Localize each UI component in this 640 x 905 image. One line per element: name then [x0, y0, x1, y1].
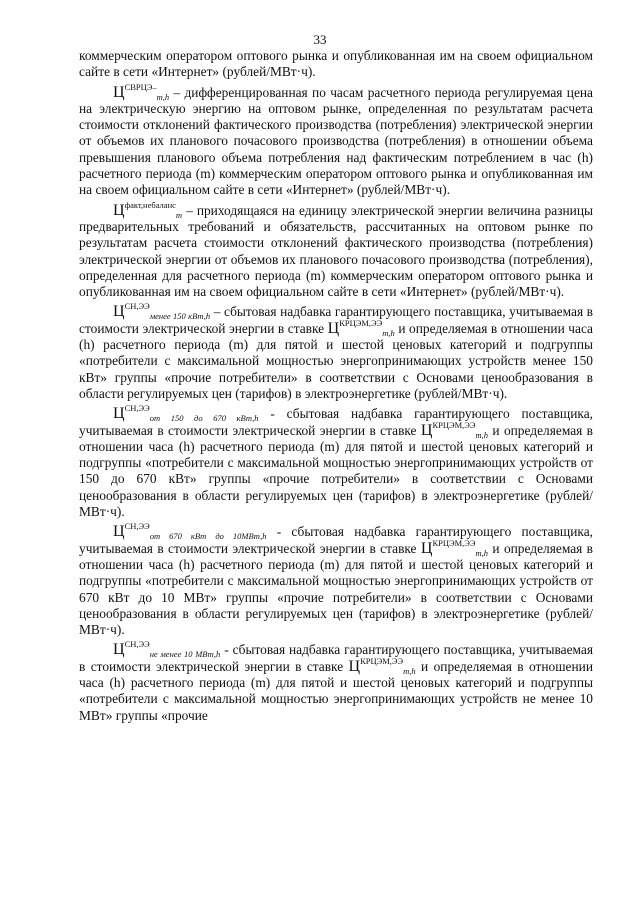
definition-text: - сбытовая надбавка гарантирующего поставщика, учитываемая в стоимости электрической энергии в ставке: [79, 524, 593, 556]
definition-text: – сбытовая надбавка гарантирующего поставщика, учитываемая в стоимости электрической энергии в ставке: [79, 304, 593, 336]
document-body: [79, 48, 593, 728]
inline-formula-symbol: $Ц^{КРЦЭМ,ЭЭ}_{m,h}$: [348, 655, 416, 676]
definition-text-continued: и определяемая в отношении часа (h) расчетного периода (m) для пятой и шестой ценовых категорий и подгруппы «потребители с максимальной мощностью энергопринимающих устройств от 670 кВт до 10 МВт» группы «прочие потребители» в соответствии с Основами ценообразования в области регулируемых цен (тарифов) в электроэнергетике (рублей/МВт·ч).: [79, 540, 593, 638]
inline-formula-symbol: $Ц^{КРЦЭМ,ЭЭ}_{m,h}$: [420, 419, 489, 440]
definition-text: - сбытовая надбавка гарантирующего поставщика, учитываемая в стоимости электрической энергии в ставке: [79, 642, 593, 674]
inline-formula-symbol: $Ц^{КРЦЭМ,ЭЭ}_{m,h}$: [420, 537, 489, 558]
definition-sn-150-670kw: [79, 403, 593, 520]
definition-sn-over-10mw: [79, 639, 593, 723]
definition-text: – приходящаяся на единицу электрической энергии величина разницы предварительных требований и обязательств, рассчитанных на оптовом рынке по результатам расчета стоимости отклонений фактического производства (потребления) электрической энергии от объемов их планового почасового производства (потребления), определенная для расчетного периода (m) коммерческим оператором оптового рынка и опубликованная им на своем официальном сайте в сети «Интернет» (рублей/МВт·ч).: [79, 202, 593, 300]
definition-text-continued: и определяемая в отношении часа (h) расчетного периода (m) для пятой и шестой ценовых категорий и подгруппы «потребители с максимальной мощностью энергопринимающих устройств не менее 10 МВт» группы «прочие: [79, 658, 593, 723]
formula-symbol: $Ц^{СВРЦЭ-}_{m,h}$: [113, 81, 170, 102]
formula-symbol: $Ц^{СН,ЭЭ}_{менее 150 кВт,h}$: [113, 301, 211, 322]
definition-sn-670kw-10mw: [79, 521, 593, 638]
paragraph-text: коммерческим оператором оптового рынка и опубликованная им на своем официальном сайте в сети «Интернет» (рублей/МВт·ч).: [79, 48, 593, 80]
formula-symbol: $Ц^{СН,ЭЭ}_{от 670 кВт до 10МВт,h}$: [113, 521, 267, 542]
definition-text: – дифференцированная по часам расчетного периода регулируемая цена на электрическую энергию на оптовом рынке, определенная по результатам расчета стоимости отклонений фактического производства (потребления) электрической энергии от объемов их планового почасового производства (потребления) в отношении объема превышения планового объема потребления над фактическим потреблением в час (h) расчетного периода (m) коммерческим оператором оптового рынка и опубликованная им на своем официальном сайте в сети «Интернет» (рублей/МВт·ч).: [79, 84, 593, 198]
definition-sn-less-150kw: [79, 301, 594, 402]
page-number: 33: [313, 32, 327, 47]
formula-symbol: $Ц^{факт,небаланс}_m$: [113, 199, 183, 220]
definition-text-continued: и определяемая в отношении часа (h) расчетного периода (m) для пятой и шестой ценовых категорий и подгруппы «потребители с максимальной мощностью энергопринимающих устройств от 150 до 670 кВт» группы «прочие потребители» в соответствии с Основами ценообразования в области регулируемых цен (тарифов) в электроэнергетике (рублей/МВт·ч).: [79, 422, 593, 520]
formula-symbol: $Ц^{СН,ЭЭ}_{не менее 10 МВт,h}$: [113, 639, 221, 660]
paragraph-continuation: [79, 48, 593, 81]
formula-symbol: $Ц^{СН,ЭЭ}_{от 150 до 670 кВт,h}$: [113, 403, 259, 424]
definition-text-continued: и определяемая в отношении часа (h) расчетного периода (m) для пятой и шестой ценовых категорий и подгруппы «потребители с максимальной мощностью энергопринимающих устройств менее 150 кВт» группы «прочие потребители» в соответствии с Основами ценообразования в области регулируемых цен (тарифов) в электроэнергетике (рублей/МВт·ч).: [79, 320, 594, 401]
definition-text: - сбытовая надбавка гарантирующего поставщика, учитываемая в стоимости электрической энергии в ставке: [79, 406, 593, 438]
definition-svrtse: [79, 81, 593, 199]
definition-fakt-nebalans: [79, 199, 593, 301]
inline-formula-symbol: $Ц^{КРЦЭМ,ЭЭ}_{m,h}$: [327, 317, 395, 338]
